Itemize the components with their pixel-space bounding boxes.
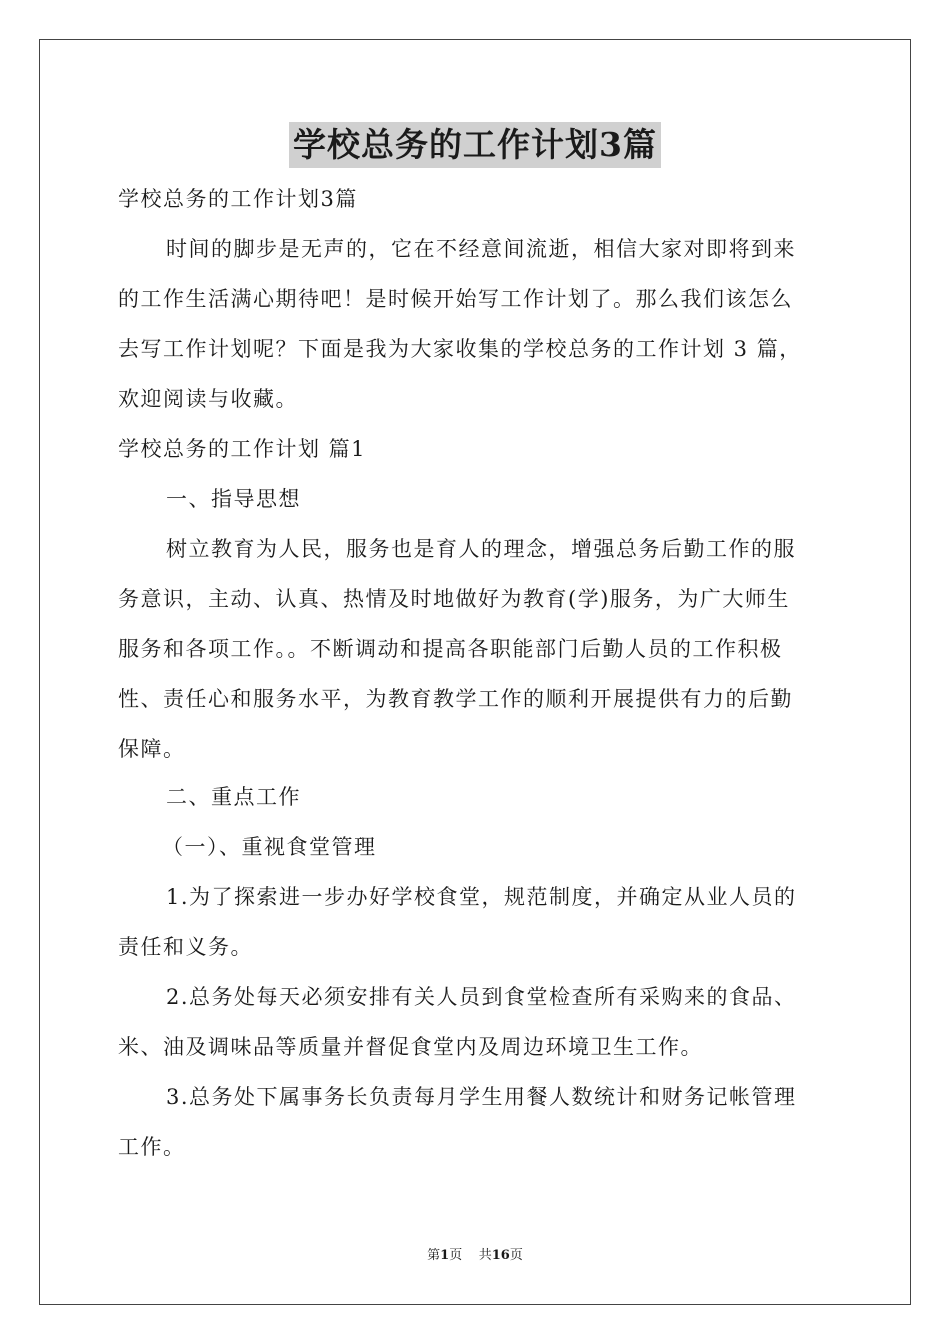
paragraph-line: 去写工作计划呢？下面是我为大家收集的学校总务的工作计划 3 篇， [118, 337, 802, 361]
paragraph-line: 性、责任心和服务水平，为教育教学工作的顺利开展提供有力的后勤 [118, 687, 793, 711]
subsection-heading: 一、指导思想 [166, 487, 301, 511]
paragraph-line: 1.为了探索进一步办好学校食堂，规范制度，并确定从业人员的 [166, 885, 797, 909]
page-number-prefix: 第 [427, 1248, 441, 1263]
paragraph-line: 时间的脚步是无声的，它在不经意间流逝，相信大家对即将到来 [166, 237, 796, 261]
paragraph-line: 务意识，主动、认真、热情及时地做好为教育(学)服务，为广大师生 [118, 587, 790, 611]
document-title-wrapper [0, 122, 950, 168]
paragraph-line: 米、油及调味品等质量并督促食堂内及周边环境卫生工作。 [118, 1035, 703, 1059]
paragraph-line: 保障。 [118, 737, 186, 761]
document-title: 学校总务的工作计划3篇 [289, 122, 661, 168]
subtitle-line: 学校总务的工作计划3篇 [118, 187, 358, 211]
paragraph-line: 欢迎阅读与收藏。 [118, 387, 298, 411]
page-number-current: 1 [440, 1248, 450, 1263]
paragraph-line: 树立教育为人民，服务也是育人的理念，增强总务后勤工作的服 [166, 537, 796, 561]
page-number-suffix: 页 [449, 1248, 463, 1263]
section-heading: 学校总务的工作计划 篇1 [118, 437, 367, 461]
paragraph-line: 工作。 [118, 1135, 186, 1159]
paragraph-line: 的工作生活满心期待吧！是时候开始写工作计划了。那么我们该怎么 [118, 287, 793, 311]
page-footer [0, 1247, 950, 1265]
paragraph-line: 责任和义务。 [118, 935, 253, 959]
page-border [39, 39, 911, 1305]
page-total-suffix: 页 [509, 1248, 523, 1263]
paragraph-line: 服务和各项工作。。不断调动和提高各职能部门后勤人员的工作积极 [118, 637, 783, 661]
item-heading: （一）、重视食堂管理 [162, 835, 377, 859]
subsection-heading: 二、重点工作 [166, 785, 301, 809]
page-total-prefix: 共 [478, 1248, 492, 1263]
paragraph-line: 2.总务处每天必须安排有关人员到食堂检查所有采购来的食品、 [166, 985, 797, 1009]
page-number-total: 16 [491, 1248, 510, 1263]
paragraph-line: 3.总务处下属事务长负责每月学生用餐人数统计和财务记帐管理 [166, 1085, 797, 1109]
